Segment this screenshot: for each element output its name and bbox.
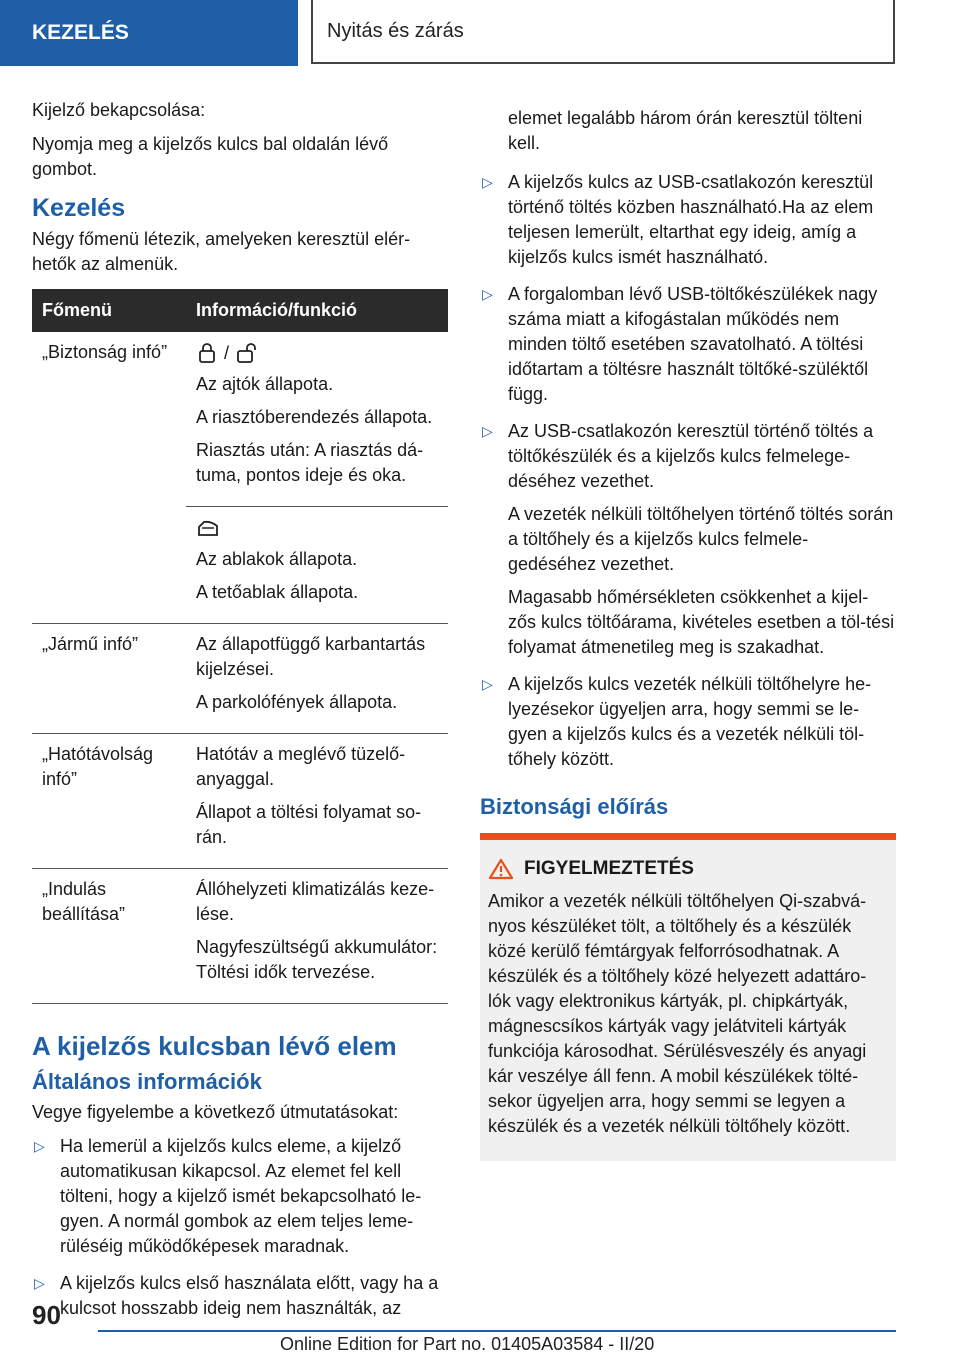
info-cell <box>186 624 448 734</box>
section-tab: KEZELÉS <box>0 0 298 66</box>
table-header-menu: Főmenü <box>32 289 186 332</box>
info-text: A tetőablak állapota. <box>196 582 359 602</box>
list-item <box>480 672 896 772</box>
table-row <box>32 869 448 1004</box>
info-text: Riasztás után: A riasztás dá-tuma, pontos ideje és oka. <box>196 440 424 485</box>
bullet-text: Az USB-csatlakozón keresztül történő töltés a töltőkészülék és a kijelzős kulcs felmelege-déséhez vezethet. <box>508 421 874 491</box>
general-info-text: Vegye figyelembe a következő útmutatásokat: <box>32 1102 399 1122</box>
info-text: A parkolófények állapota. <box>196 692 398 712</box>
bullet-text: A forgalomban lévő USB-töltőkészülékek nagy száma miatt a kifogástalan működés nem minden töltő esetében szavatolható. A töltési időtartam a töltésre használt töltőké-szüléktől függ. <box>508 284 878 404</box>
intro-label: Kijelző bekapcsolása: <box>32 100 206 120</box>
info-text: Az állapotfüggő karbantartás kijelzései. <box>196 634 426 679</box>
info-text: Állóhelyzeti klimatizálás keze-lése. <box>196 879 435 924</box>
table-row <box>32 332 448 507</box>
door-closed-icon <box>196 342 218 364</box>
chapter-title: Nyitás és zárás <box>311 0 895 64</box>
continued-text: elemet legalább három órán keresztül tölteni kell. <box>508 108 863 153</box>
info-cell <box>186 332 448 507</box>
triangle-bullet-icon: ▷ <box>482 676 493 692</box>
bullet-list <box>32 1134 448 1321</box>
triangle-bullet-icon: ▷ <box>482 286 493 302</box>
info-cell <box>186 507 448 624</box>
left-column <box>32 98 448 1333</box>
triangle-bullet-icon: ▷ <box>34 1275 45 1291</box>
info-text: Nagyfeszültségű akkumulátor: Töltési idők tervezése. <box>196 937 438 982</box>
info-text: Állapot a töltési folyamat so-rán. <box>196 802 422 847</box>
list-item <box>480 170 896 270</box>
page-number: 90 <box>32 1300 61 1330</box>
table-row <box>32 734 448 869</box>
bullet-text: Magasabb hőmérsékleten csökkenhet a kijel-zős kulcs töltőárama, kivételes esetben a töl-tési folyamat átmenetileg meg is szakadhat. <box>508 587 895 657</box>
heading-battery: A kijelzős kulcsban lévő elem <box>32 1031 397 1061</box>
info-text: Hatótáv a meglévő tüzelő-anyaggal. <box>196 744 406 789</box>
warning-title-row <box>488 856 888 881</box>
table-header-info: Információ/funkció <box>186 289 448 332</box>
menu-table <box>32 289 448 1004</box>
warning-text: Amikor a vezeték nélküli töltőhelyen Qi-szabvá-nyos készüléket tölt, a töltőhely és a készülék közé kerülő fémtárgyak felforrósodhatnak. A készülék és a töltőhely közé helyezett adattáro-lók vagy elektronikus kártyák, pl. chipkártyák, mágnescsíkos kártyák vagy jelátviteli kártyák funkciója károsodhat. Sérülésveszély és anyagi kár veszélye áll fenn. A mobil készülékek tölté-sekor ügyeljen arra, hogy semmi se legyen a készülék és a vezeték nélküli töltőhely között. <box>488 891 867 1136</box>
bullet-text: A kijelzős kulcs vezeték nélküli töltőhelyre he-lyezésekor ügyeljen arra, hogy semmi se le-gyen a kijelzős kulcs és a vezeték nélküli töl-tőhely között. <box>508 674 872 769</box>
heading-safety: Biztonsági előírás <box>480 794 669 819</box>
menu-cell: „Biztonság infó” <box>32 332 186 624</box>
info-text: A riasztóberendezés állapota. <box>196 407 433 427</box>
menu-cell: „Indulás beállítása” <box>32 869 186 1004</box>
triangle-bullet-icon: ▷ <box>34 1138 45 1154</box>
kezeles-text: Négy főmenü létezik, amelyeken keresztül elér-hetők az almenük. <box>32 229 411 274</box>
menu-cell: „Jármű infó” <box>32 624 186 734</box>
menu-cell: „Hatótávolság infó” <box>32 734 186 869</box>
heading-general-info: Általános információk <box>32 1069 262 1094</box>
bullet-list <box>480 170 896 772</box>
info-cell <box>186 869 448 1004</box>
triangle-bullet-icon: ▷ <box>482 174 493 190</box>
list-item <box>32 1271 448 1321</box>
intro-text: Nyomja meg a kijelzős kulcs bal oldalán lévő gombot. <box>32 134 389 179</box>
info-text: Az ajtók állapota. <box>196 374 334 394</box>
footer-edition: Online Edition for Part no. 01405A03584 - II/20 <box>280 1334 655 1354</box>
bullet-text: Ha lemerül a kijelzős kulcs eleme, a kijelző automatikusan kikapcsol. Az elemet fel kell tölteni, hogy a kijelző ismét bekapcsolható le-gyen. A normál gombok az elem teljes leme-rüléséig működőképesek maradnak. <box>60 1136 422 1256</box>
warning-title: FIGYELMEZTETÉS <box>524 858 694 879</box>
bullet-text: A kijelzős kulcs az USB-csatlakozón keresztül történő töltés közben használható.Ha az elem teljesen lemerült, eltarthat egy ideig, amíg a kijelzős kulcs ismét használható. <box>508 172 874 267</box>
right-column <box>480 106 896 1161</box>
table-row <box>32 624 448 734</box>
icon-separator: / <box>224 342 230 363</box>
bullet-text: A vezeték nélküli töltőhelyen történő töltés során a töltőhely és a kijelzős kulcs felmele-gedéséhez vezethet. <box>508 504 894 574</box>
warning-box <box>480 833 896 1161</box>
info-text: Az ablakok állapota. <box>196 549 358 569</box>
list-item <box>32 1134 448 1259</box>
heading-kezeles: Kezelés <box>32 194 126 222</box>
info-cell <box>186 734 448 869</box>
bullet-text: A kijelzős kulcs első használata előtt, vagy ha a kulcsot hosszabb ideig nem használták, az <box>60 1273 439 1318</box>
list-item <box>480 419 896 660</box>
window-icon <box>196 517 220 539</box>
door-open-icon <box>235 342 259 364</box>
warning-triangle-icon <box>488 858 514 880</box>
footer-divider <box>98 1330 896 1332</box>
list-item <box>480 282 896 407</box>
page-header <box>0 0 960 66</box>
triangle-bullet-icon: ▷ <box>482 423 493 439</box>
